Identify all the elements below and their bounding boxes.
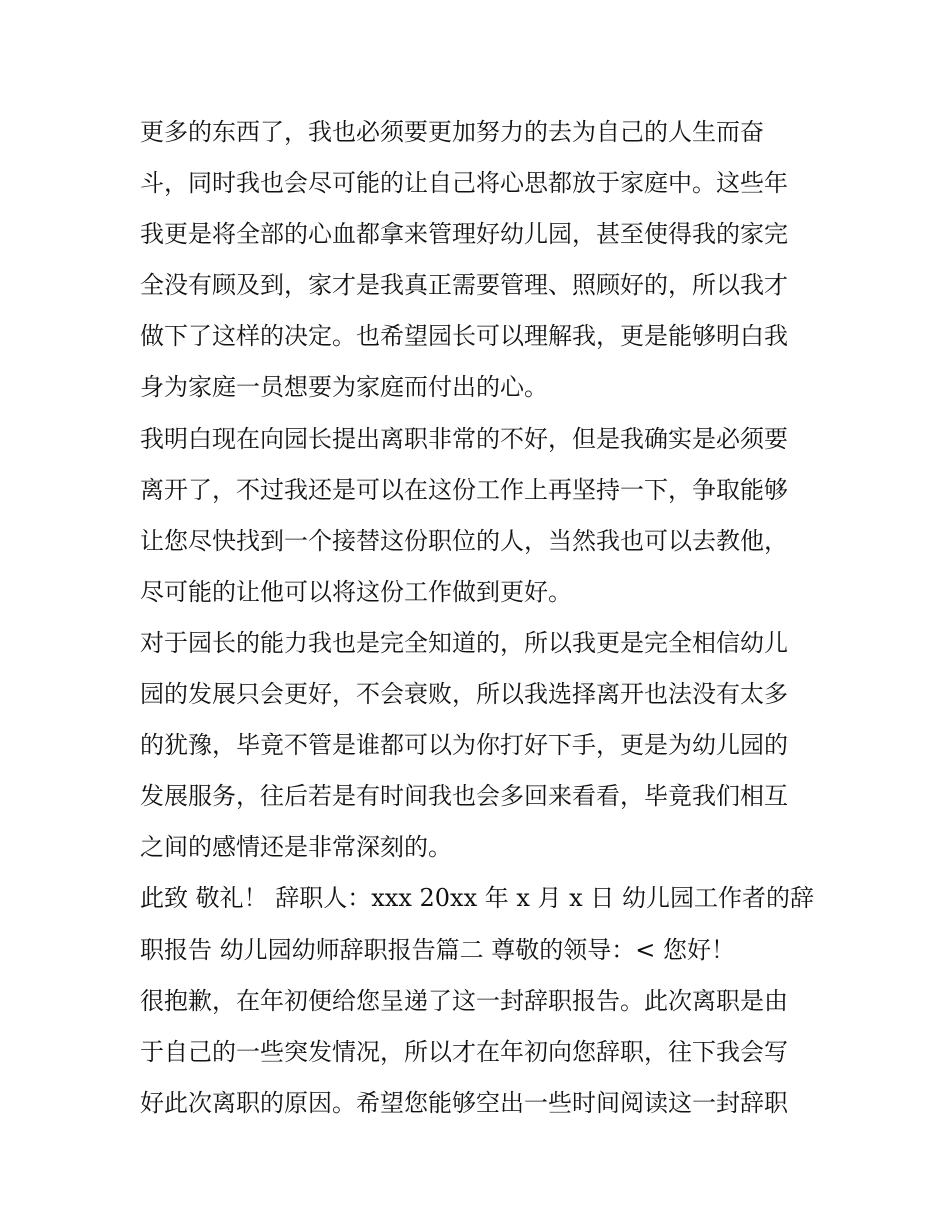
text-line: 职报告 幼儿园幼师辞职报告篇二 尊敬的领导：< 您好！ <box>140 935 735 964</box>
text-line: 让您尽快找到一个接替这份职位的人，当然我也可以去教他， <box>140 526 788 555</box>
text-line: 对于园长的能力我也是完全知道的，所以我更是完全相信幼儿 <box>140 628 788 657</box>
text-line: 离开了，不过我还是可以在这份工作上再坚持一下，争取能够 <box>140 475 788 504</box>
text-line: 全没有顾及到，家才是我真正需要管理、照顾好的，所以我才 <box>140 271 788 300</box>
text-line: 发展服务，往后若是有时间我也会多回来看看，毕竟我们相互 <box>140 782 788 811</box>
text-line: 更多的东西了，我也必须要更加努力的去为自己的人生而奋 <box>140 118 764 146</box>
text-line: 的犹豫，毕竟不管是谁都可以为你打好下手，更是为幼儿园的 <box>140 731 788 760</box>
text-line: 好此次离职的原因。希望您能够空出一些时间阅读这一封辞职 <box>140 1088 788 1117</box>
text-line: 之间的感情还是非常深刻的。 <box>140 833 452 862</box>
text-line: 于自己的一些突发情况，所以才在年初向您辞职，往下我会写 <box>140 1037 788 1066</box>
text-line: 很抱歉，在年初便给您呈递了这一封辞职报告。此次离职是由 <box>140 986 788 1015</box>
text-line: 尽可能的让他可以将这份工作做到更好。 <box>140 577 572 606</box>
text-line: 做下了这样的决定。也希望园长可以理解我，更是能够明白我 <box>140 322 788 351</box>
text-line: 园的发展只会更好，不会衰败，所以我选择离开也法没有太多 <box>140 680 788 709</box>
body-text <box>140 107 820 1129</box>
text-line: 此致 敬礼！ 辞职人：xxx 20xx 年 x 月 x 日 幼儿园工作者的辞 <box>140 884 814 913</box>
text-line: 身为家庭一员想要为家庭而付出的心。 <box>140 373 548 402</box>
text-line: 我明白现在向园长提出离职非常的不好，但是我确实是必须要 <box>140 424 788 453</box>
text-line: 我更是将全部的心血都拿来管理好幼儿园，甚至使得我的家完 <box>140 220 788 249</box>
text-line: 斗，同时我也会尽可能的让自己将心思都放于家庭中。这些年 <box>140 169 788 198</box>
